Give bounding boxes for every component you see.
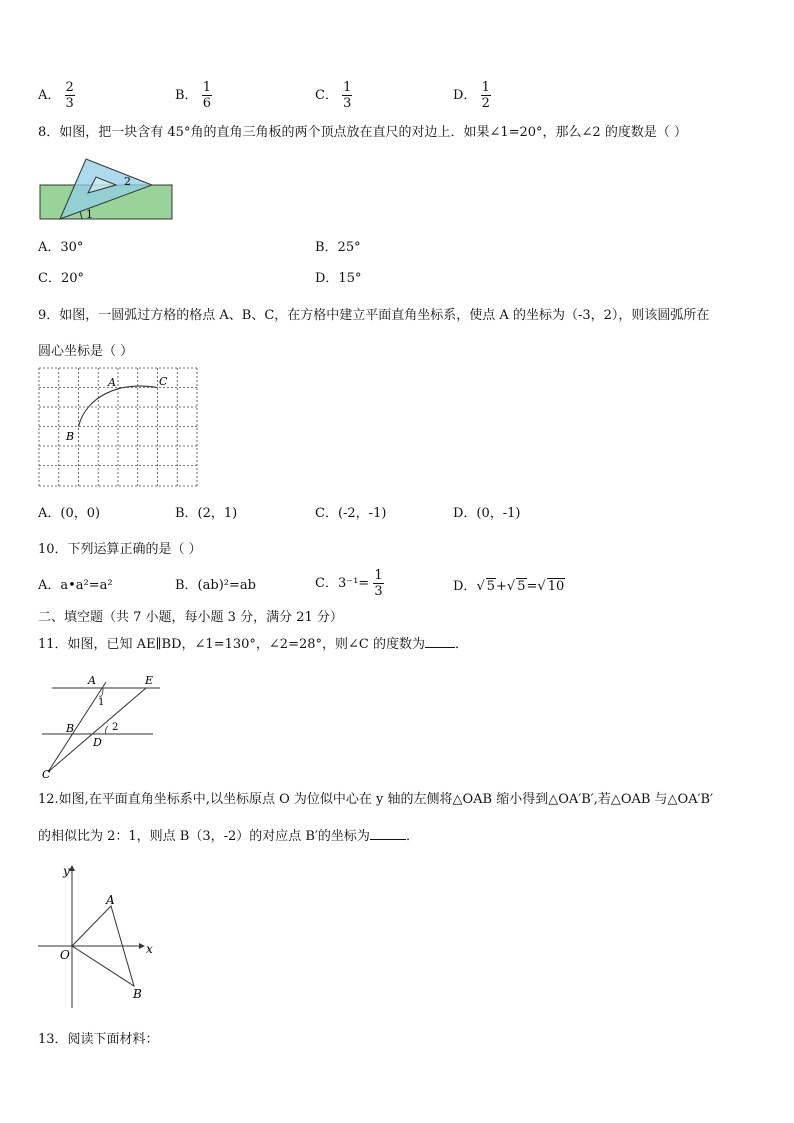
q10-option-c-fraction: $\frac{1}{3}$ [374,568,383,599]
q10-option-d-radicand-2: 5 [517,579,526,594]
line-ca [48,682,106,772]
q12-stem-end: ． [405,829,419,844]
sqrt-sign-icon: √ [506,579,516,594]
q12-label-x: x [146,942,153,956]
sqrt-sign-icon: √ [537,579,546,594]
q12-stem-line2 [38,827,419,846]
q11-label-e: E [145,674,154,687]
q7-option-b-letter: B． [175,88,198,103]
q12-coordinate-figure [36,860,161,1010]
q11-label-d: D [93,736,102,749]
q12-stem-line1: 12.如图,在平面直角坐标系中,以坐标原点 O 为位似中心在 y 轴的左侧将△OAB 缩小得到△OA′B′,若△OAB 与△OA′B′ [38,792,714,807]
q7-option-a-letter: A． [38,88,61,103]
section-2-title: 二、填空题（共 7 小题，每小题 3 分，满分 21 分） [38,610,343,625]
q11-angle-2-arc [105,726,108,734]
q10-option-d-prefix: D． [453,579,477,594]
q9-option-c: C．(-2，-1) [315,506,387,521]
q8-option-a: A．30° [38,240,84,255]
q12-answer-blank [370,827,406,840]
q12-stem-line2-text: 的相似比为 2：1，则点 B（3，-2）的对应点 B′的坐标为 [38,829,370,844]
q8-option-c: C．20° [38,271,84,286]
q7-option-d [453,80,491,111]
q7-option-d-fraction: $\frac{1}{2}$ [481,80,490,111]
q10-option-c-prefix: C．3⁻¹= [315,576,370,591]
q9-grid-figure [38,367,200,489]
q12-label-a: A [106,893,115,907]
q9-option-a: A．(0，0) [38,506,101,521]
q9-option-b: B．(2，1) [175,506,238,521]
q11-label-a: A [88,674,96,687]
q11-label-b: B [66,722,75,735]
q11-stem [38,635,468,654]
q11-label-1: 1 [98,697,105,708]
q10-option-c [315,568,384,599]
q7-option-b-fraction: $\frac{1}{6}$ [202,80,211,111]
q10-option-d-plus: + [496,579,507,594]
q11-label-2: 2 [112,722,119,733]
q9-stem-line1: 9．如图，一圆弧过方格的格点 A、B、C，在方格中建立平面直角坐标系，使点 A 的坐标为（-3，2），则该圆弧所在 [38,308,710,323]
q9-option-d: D．(0，-1) [453,506,521,521]
q9-stem-line2: 圆心坐标是（ ） [38,344,134,359]
q7-option-c-letter: C． [315,88,338,103]
q10-stem: 10．下列运算正确的是（ ） [38,542,202,557]
q10-option-d-equals: = [526,579,538,594]
q12-label-y: y [63,864,70,878]
q7-option-c [315,80,352,111]
q10-option-d [453,578,565,595]
q8-stem: 8．如图，把一块含有 45°角的直角三角板的两个顶点放在直尺的对边上．如果∠1=20°，那么∠2 的度数是（ ） [38,125,687,140]
q13-stem: 13．阅读下面材料： [38,1032,159,1047]
q8-angle-1-label: 1 [86,208,93,221]
q9-grid [39,368,197,486]
sqrt-sign-icon: √ [476,579,485,594]
q8-option-d: D．15° [315,271,362,286]
q12-label-o: O [60,948,70,962]
q7-option-d-letter: D． [453,88,477,103]
q8-angle-2-label: 2 [124,175,131,188]
q11-figure [38,672,163,782]
q12-label-b: B [133,987,142,1001]
q11-stem-end: ． [454,637,468,652]
q8-figure [38,155,178,225]
q11-stem-text: 11．如图，已知 AE∥BD，∠1=130°，∠2=28°，则∠C 的度数为 [38,637,425,652]
q9-point-c-label: C [159,375,168,388]
q10-option-d-radicand-1: 5 [486,579,496,594]
line-ce [48,688,146,772]
q7-option-b [175,80,212,111]
q10-option-a: A．a•a²=a² [38,578,113,593]
q10-option-d-radicand-3: 10 [547,579,565,594]
q7-option-c-fraction: $\frac{1}{3}$ [343,80,352,111]
q10-option-b: B．(ab)²=ab [175,578,256,593]
q9-point-b-label: B [66,430,75,443]
q11-answer-blank [425,635,455,648]
q8-option-b: B．25° [315,240,361,255]
q9-point-a-label: A [108,376,116,389]
q11-label-c: C [42,768,51,781]
q7-option-a [38,80,75,111]
q7-option-a-fraction: $\frac{2}{3}$ [65,80,74,111]
